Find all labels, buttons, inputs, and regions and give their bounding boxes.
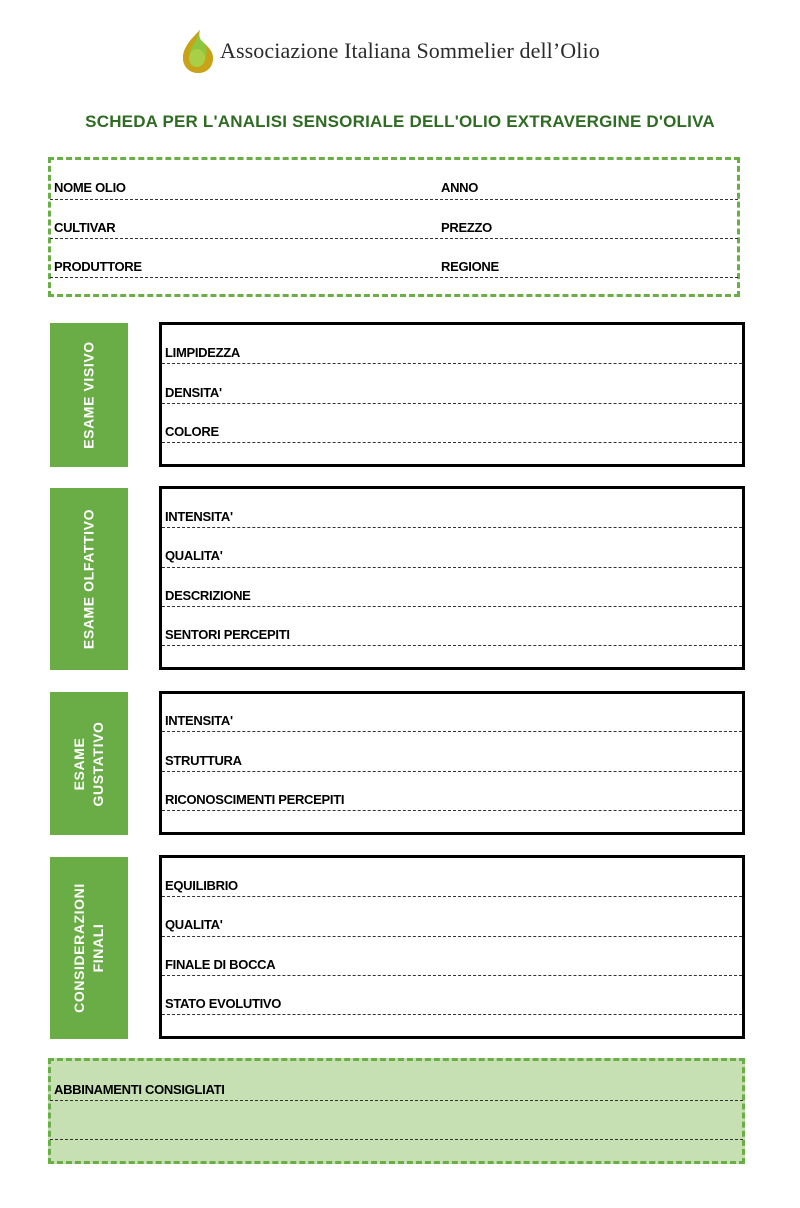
- field-line[interactable]: [162, 403, 742, 404]
- field-finale-di-bocca: FINALE DI BOCCA: [165, 957, 276, 972]
- page-title: SCHEDA PER L'ANALISI SENSORIALE DELL'OLIO EXTRAVERGINE D'OLIVA: [85, 112, 715, 131]
- tab-label-visivo: ESAME VISIVO: [80, 341, 97, 449]
- field-line[interactable]: [50, 1100, 743, 1101]
- header: [180, 28, 600, 74]
- field-colore: COLORE: [165, 424, 219, 439]
- field-line[interactable]: [162, 1014, 742, 1015]
- field-densita: DENSITA': [165, 385, 222, 400]
- field-qualita-finale: QUALITA': [165, 917, 223, 932]
- field-produttore: PRODUTTORE: [54, 259, 142, 274]
- field-descrizione: DESCRIZIONE: [165, 588, 251, 603]
- section-tab-visivo: [50, 323, 128, 467]
- field-line[interactable]: [162, 606, 742, 607]
- field-line[interactable]: [162, 936, 742, 937]
- pairings-box: [48, 1058, 745, 1164]
- field-limpidezza: LIMPIDEZZA: [165, 345, 240, 360]
- field-cultivar: CULTIVAR: [54, 220, 116, 235]
- field-abbinamenti: ABBINAMENTI CONSIGLIATI: [54, 1082, 225, 1097]
- field-line[interactable]: [162, 527, 742, 528]
- field-line[interactable]: [50, 238, 738, 239]
- field-line[interactable]: [162, 363, 742, 364]
- field-line[interactable]: [162, 975, 742, 976]
- tab-label-line: GUSTATIVO: [90, 721, 106, 806]
- field-line[interactable]: [162, 442, 742, 443]
- field-anno: ANNO: [441, 180, 479, 195]
- field-riconoscimenti-percepiti: RICONOSCIMENTI PERCEPITI: [165, 792, 345, 807]
- field-line[interactable]: [162, 567, 742, 568]
- tab-label-olfattivo: ESAME OLFATTIVO: [80, 508, 97, 650]
- field-sentori-percepiti: SENTORI PERCEPITI: [165, 627, 290, 642]
- tab-label-gustativo: [70, 721, 108, 806]
- tab-label-considerazioni: [70, 883, 108, 1013]
- field-line[interactable]: [50, 199, 738, 200]
- field-line[interactable]: [50, 1139, 743, 1140]
- section-box-olfattivo: [159, 486, 745, 670]
- section-tab-considerazioni: [50, 857, 128, 1039]
- field-line[interactable]: [162, 896, 742, 897]
- section-box-visivo: [159, 322, 745, 467]
- field-equilibrio: EQUILIBRIO: [165, 878, 238, 893]
- tab-label-line: ESAME: [71, 737, 87, 790]
- section-box-gustativo: [159, 691, 745, 835]
- field-line[interactable]: [162, 645, 742, 646]
- section-box-considerazioni: [159, 855, 745, 1039]
- field-line[interactable]: [162, 731, 742, 732]
- olive-drop-icon: [180, 28, 216, 74]
- field-stato-evolutivo: STATO EVOLUTIVO: [165, 996, 282, 1011]
- field-prezzo: PREZZO: [441, 220, 492, 235]
- field-regione: REGIONE: [441, 259, 499, 274]
- field-intensita: INTENSITA': [165, 509, 233, 524]
- field-line[interactable]: [50, 277, 738, 278]
- field-line[interactable]: [162, 771, 742, 772]
- tab-label-line: FINALI: [90, 923, 106, 973]
- tab-label-line: CONSIDERAZIONI: [71, 883, 87, 1013]
- field-intensita-gusto: INTENSITA': [165, 713, 233, 728]
- field-nome-olio: NOME OLIO: [54, 180, 126, 195]
- field-line[interactable]: [162, 810, 742, 811]
- field-struttura: STRUTTURA: [165, 753, 242, 768]
- section-tab-gustativo: [50, 692, 128, 835]
- identification-box: [48, 157, 740, 297]
- association-name: Associazione Italiana Sommelier dell’Olio: [220, 38, 600, 63]
- section-tab-olfattivo: [50, 488, 128, 670]
- field-qualita: QUALITA': [165, 548, 223, 563]
